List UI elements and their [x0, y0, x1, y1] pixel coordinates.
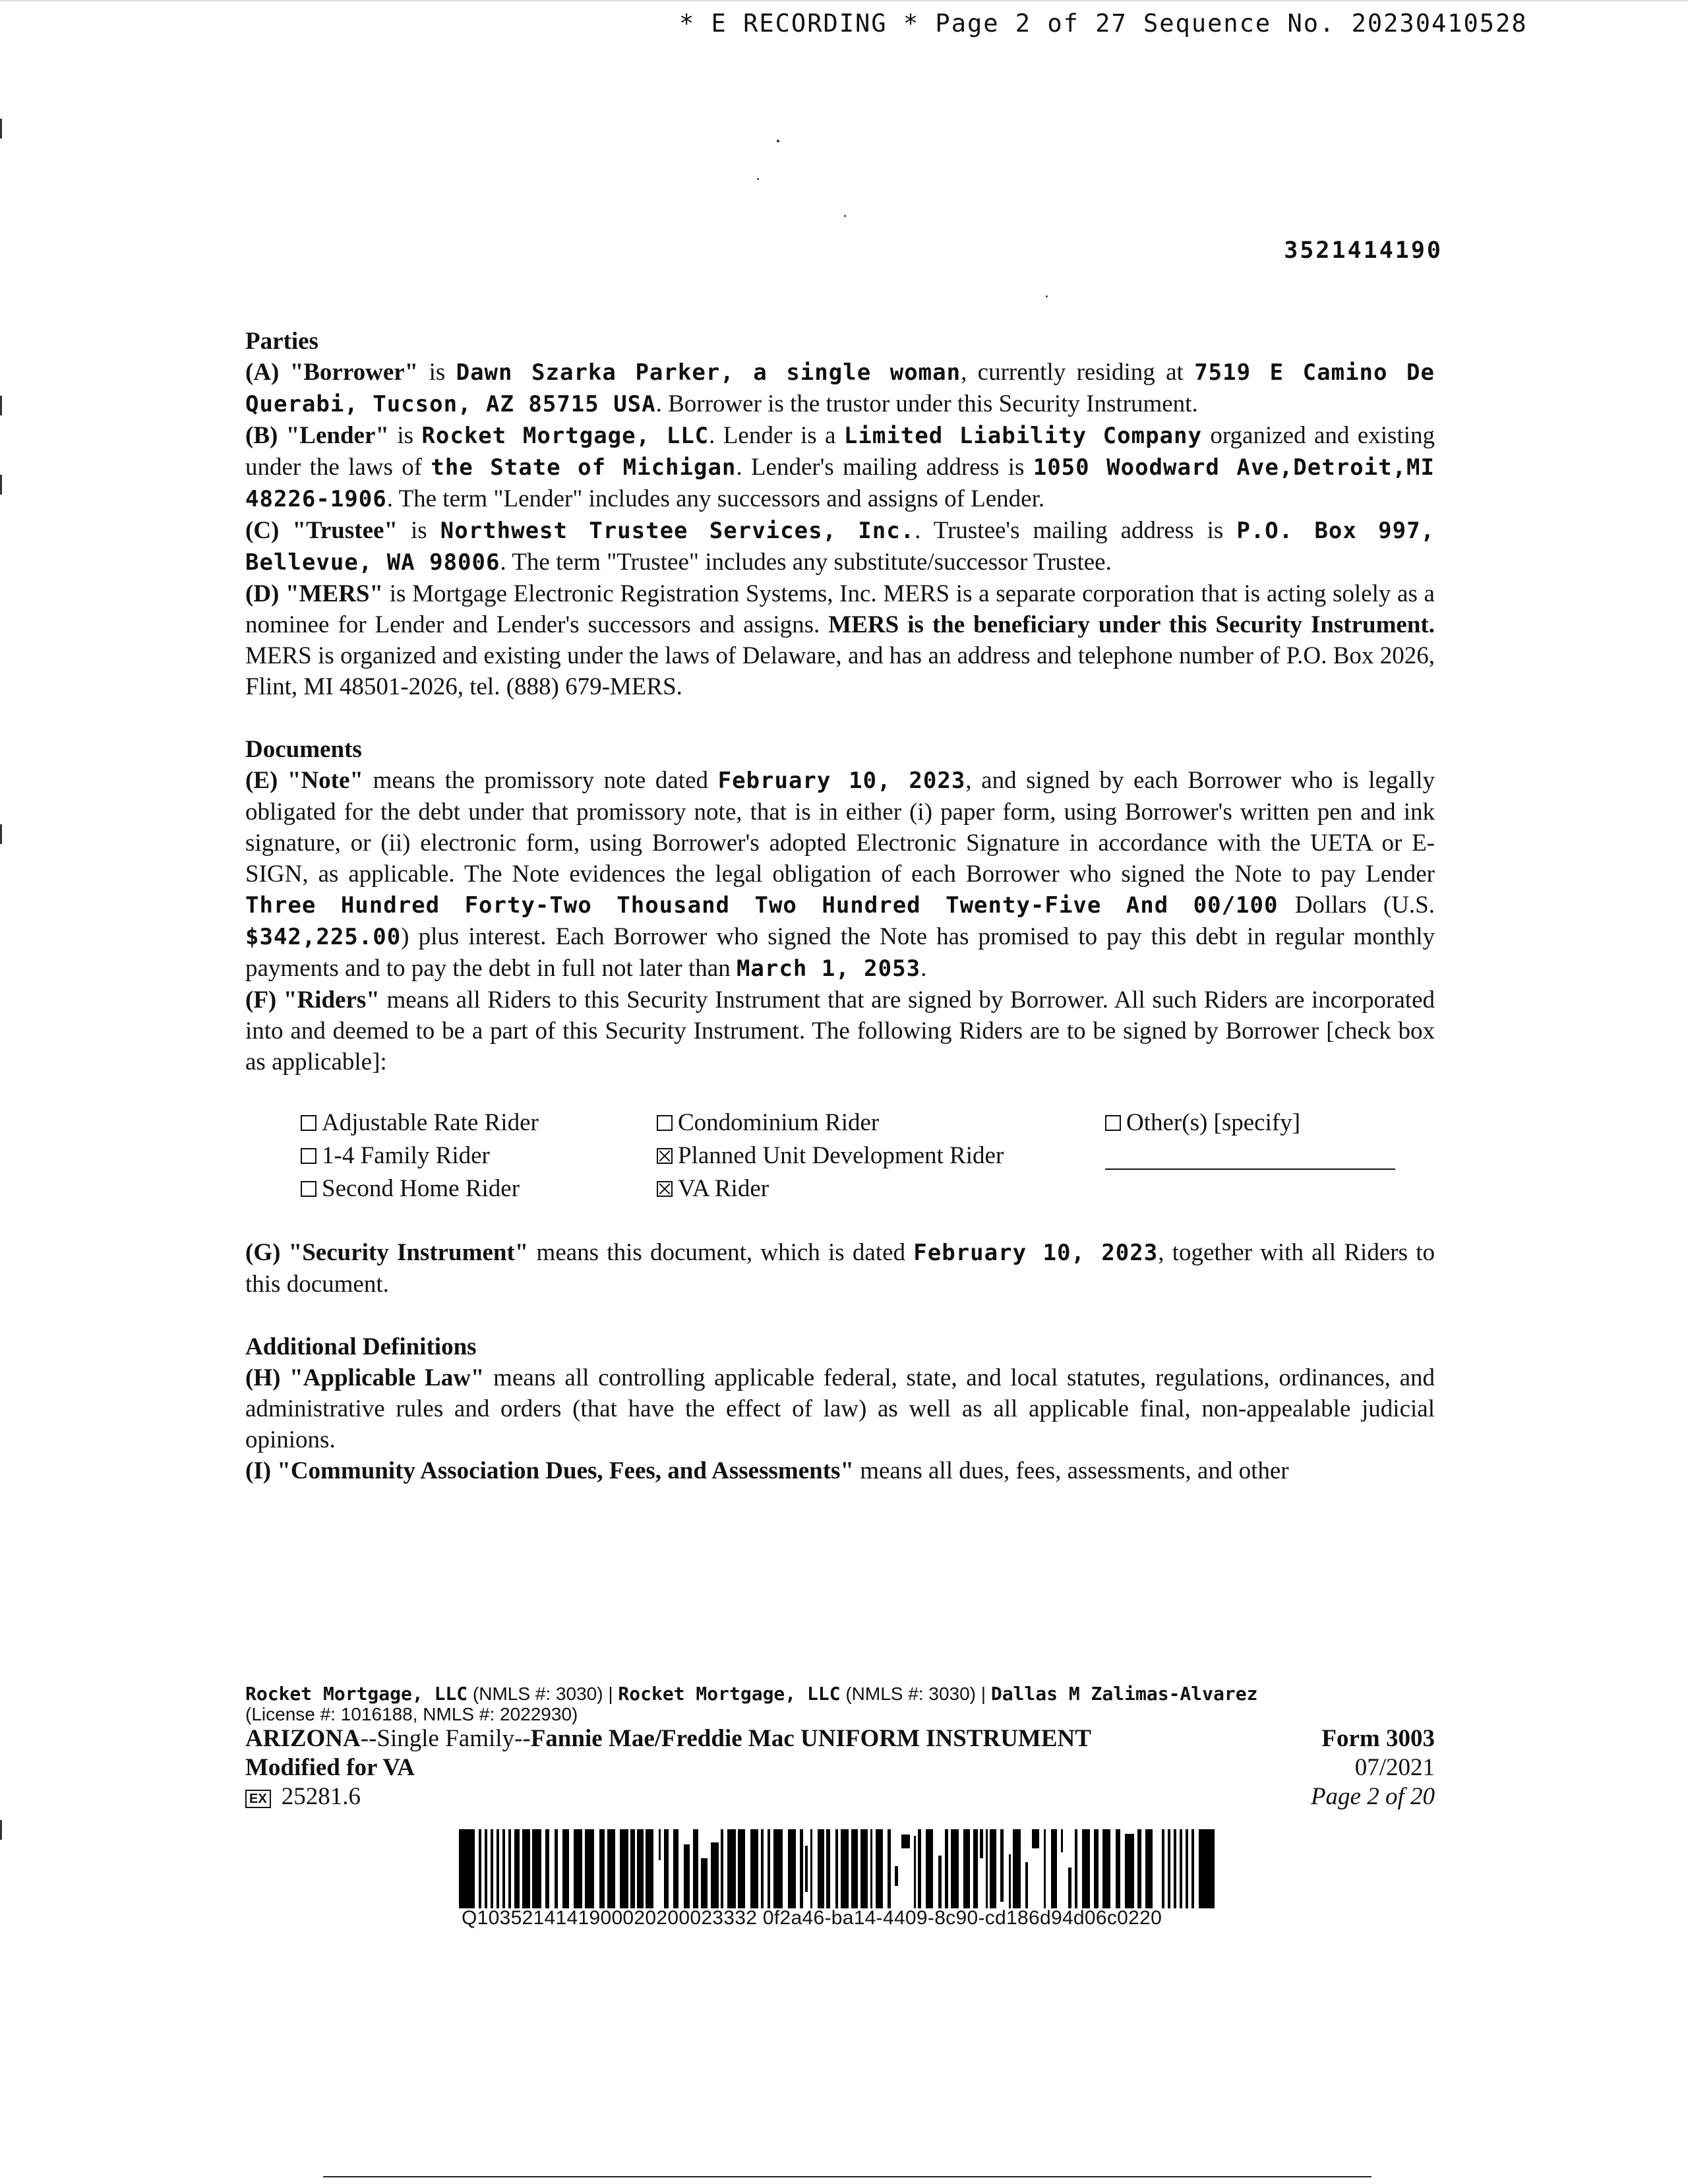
barcode-bar [738, 1854, 745, 1908]
rider-va[interactable] [657, 1172, 1105, 1205]
barcode-bar [646, 1829, 653, 1908]
barcode-bar [826, 1829, 830, 1908]
text-run: . Borrower is the trustor under this Security Instrument. [655, 390, 1198, 417]
scan-speck [1046, 295, 1048, 297]
document-body [245, 326, 1435, 1486]
footer-lender: Rocket Mortgage, LLC [245, 1683, 468, 1705]
rider-checklist [301, 1107, 1435, 1205]
barcode-bar [1145, 1829, 1153, 1908]
checked-checkbox-icon[interactable] [657, 1181, 673, 1197]
rider-label: Other(s) [specify] [1126, 1109, 1301, 1136]
text-run: . [920, 955, 927, 982]
bottom-rule [323, 2176, 1372, 2177]
rider-second-home[interactable] [301, 1172, 657, 1205]
lender-state: the State of Michigan [431, 454, 737, 481]
checkbox-icon[interactable] [301, 1181, 316, 1197]
term-label: (E) "Note" [245, 767, 363, 794]
barcode-bar [768, 1829, 770, 1908]
barcode-bar [693, 1829, 698, 1908]
footer-nmls: (NMLS #: 3030) | [467, 1684, 618, 1704]
barcode-bar [1025, 1862, 1028, 1908]
barcode-bar [835, 1829, 838, 1908]
section-title-parties: Parties [245, 328, 318, 355]
text-run: MERS is organized and existing under the laws of Delaware, and has an address and telephone number of P.O. Box 2026, Flint, MI 48501-2026, tel. (888) 679-MERS. [245, 642, 1435, 700]
text-run: is [418, 359, 456, 386]
term-label: (F) "Riders" [245, 986, 380, 1014]
margin-mark [0, 396, 2, 415]
rider-label: Condominium Rider [678, 1109, 880, 1136]
note-date: February 10, 2023 [717, 768, 966, 794]
barcode-bar [659, 1829, 661, 1860]
recording-header: * E RECORDING * Page 2 of 27 Sequence No. 20230410528 [679, 9, 1528, 38]
ellie-mae-ex-icon: EX [245, 1790, 271, 1808]
barcode-bar [860, 1829, 868, 1908]
originator-line [245, 1684, 1435, 1705]
barcode-bar [1009, 1854, 1011, 1908]
party-mers [245, 578, 1435, 702]
barcode-bar [914, 1836, 916, 1908]
text-run: is [397, 517, 440, 544]
barcode-bar [502, 1829, 505, 1908]
barcode-bar [980, 1829, 983, 1858]
text-run: means the promissory note dated [363, 767, 718, 794]
form-code-row [245, 1782, 1435, 1811]
term-label: (I) "Community Association Dues, Fees, and Assessments" [245, 1457, 854, 1484]
barcode-bar [1068, 1867, 1071, 1908]
barcode-bar [926, 1859, 933, 1893]
barcode-bar [788, 1829, 796, 1908]
margin-mark [0, 824, 2, 844]
text-run: . The term "Lender" includes any successors and assigns of Lender. [386, 485, 1045, 512]
text-run: is Mortgage Electronic Registration Systems, Inc. MERS is a separate corporation that is acting solely as a nominee for Lender and Lender's successors and assigns. [245, 580, 1435, 638]
text-run: Dollars (U.S. [1278, 892, 1435, 919]
barcode-bar [1013, 1829, 1021, 1908]
text-run: , and signed by each Borrower who is legally obligated for the debt under that promissory note, that is in either (i) paper form, using Borrower's written pen and ink signature, or (ii) electronic form, using Borrower's adopted Electronic Signature in accordance with the UETA or E-SIGN, as applicable. The Note evidences the legal obligation of each Borrower who signed the Note to pay Lender [245, 767, 1435, 888]
scan-speck [757, 178, 759, 180]
barcode-bar [895, 1866, 898, 1886]
term-label: (D) "MERS" [245, 580, 384, 607]
barcode-bar [545, 1829, 549, 1908]
lender-address: 1050 Woodward Ave,Detroit,MI 48226-1906 [245, 454, 1435, 512]
rider-label: Adjustable Rate Rider [322, 1109, 539, 1136]
loan-number: 3521414190 [1284, 237, 1443, 264]
footer-nmls: (NMLS #: 3030) | [840, 1684, 991, 1704]
section-title-additional-definitions: Additional Definitions [245, 1333, 477, 1360]
barcode-bar [773, 1829, 783, 1908]
barcode-bar [485, 1829, 487, 1908]
margin-mark [0, 475, 2, 495]
barcode-bar [761, 1829, 764, 1908]
barcode-bar [1168, 1829, 1170, 1908]
barcode-bar [711, 1842, 719, 1908]
section-title-documents: Documents [245, 736, 362, 763]
barcode-bar [599, 1857, 605, 1896]
checkbox-icon[interactable] [301, 1148, 316, 1164]
form-state: ARIZONA [245, 1725, 361, 1752]
checkbox-icon[interactable] [657, 1115, 673, 1131]
form-title-row [245, 1724, 1435, 1753]
barcode-bar [1137, 1829, 1141, 1908]
barcode-bar [555, 1829, 558, 1908]
barcode-bar [607, 1829, 615, 1908]
footer-originator: Dallas M Zalimas-Alvarez [990, 1683, 1258, 1705]
instrument-date: February 10, 2023 [913, 1240, 1159, 1266]
barcode-bar [673, 1829, 678, 1908]
barcode-bar [1174, 1829, 1176, 1908]
text-run: means all Riders to this Security Instrument that are signed by Borrower. All such Riders are incorporated into and deemed to be a part of this Security Instrument. The following Riders are to be signed by Borrower [check box as applicable]: [245, 986, 1435, 1076]
scan-speck [844, 215, 846, 217]
text-run: organized and existing under the laws of [245, 422, 1435, 481]
text-run: ) plus interest. Each Borrower who signed the Note has promised to pay this debt in regular monthly payments and to pay the debt in full not later than [245, 923, 1435, 982]
text-run: means all dues, fees, assessments, and other [853, 1457, 1289, 1484]
barcode-bar [459, 1829, 475, 1908]
party-lender [245, 420, 1435, 515]
barcode-bar [1102, 1829, 1110, 1863]
barcode-bar [973, 1829, 978, 1908]
text-run: , together with all Riders to this document. [245, 1239, 1435, 1298]
definition-riders [245, 985, 1435, 1077]
margin-mark [0, 1820, 2, 1840]
barcode-bar [800, 1829, 803, 1864]
rider-planned-unit-development[interactable] [657, 1139, 1105, 1172]
barcode-bar [841, 1829, 849, 1860]
barcode-bar [818, 1829, 824, 1908]
barcode-bar [620, 1829, 628, 1908]
loan-amount-words: Three Hundred Forty-Two Thousand Two Hundred Twenty-Five And 00/100 [245, 892, 1279, 919]
barcode-bar [963, 1829, 970, 1908]
margin-mark [0, 119, 2, 138]
barcode-bar [1191, 1829, 1194, 1908]
barcode-bar [945, 1829, 948, 1908]
barcode-bar [532, 1829, 541, 1908]
lender-entity-type: Limited Liability Company [843, 423, 1202, 449]
barcode-bar [1044, 1829, 1046, 1908]
barcode-bar [522, 1829, 530, 1908]
barcode-bar [574, 1837, 582, 1873]
barcode-bar [1116, 1866, 1120, 1908]
text-run: means this document, which is dated [528, 1239, 914, 1266]
text-run: means all controlling applicable federal, state, and local statutes, regulations, ordinances, and administrative rules and orders (that have the effect of law) as well as all applicable final, non-appealable judicial opinions. [245, 1364, 1435, 1453]
barcode-bar [990, 1829, 996, 1845]
form-title: Fannie Mae/Freddie Mac UNIFORM INSTRUMENT [530, 1725, 1091, 1752]
term-label: (H) "Applicable Law" [245, 1364, 485, 1391]
page-footer [245, 1684, 1435, 1811]
trustee-address: P.O. Box 997, Bellevue, WA 98006 [245, 518, 1435, 576]
scan-speck [777, 140, 779, 142]
form-date: 07/2021 [1354, 1754, 1435, 1781]
rider-label: Second Home Rider [322, 1175, 520, 1202]
barcode-bar [1000, 1844, 1004, 1902]
term-label: (C) "Trustee" [245, 517, 398, 544]
barcode-bar [986, 1829, 988, 1908]
barcode-bar [514, 1829, 520, 1908]
barcode-bar [727, 1829, 736, 1908]
barcode-bar [701, 1858, 708, 1908]
barcode-bar [491, 1829, 493, 1908]
barcode-bar [1051, 1829, 1057, 1908]
barcode-bar [721, 1830, 723, 1908]
text-run: , currently residing at [961, 359, 1195, 386]
barcode-bar [901, 1835, 910, 1848]
term-label: (A) "Borrower" [245, 359, 419, 386]
text-run: . The term "Trustee" includes any substitute/successor Trustee. [500, 549, 1112, 576]
barcode-bar [750, 1829, 758, 1908]
barcode-bar [1162, 1829, 1164, 1908]
barcode-bar [664, 1829, 669, 1863]
definition-applicable-law [245, 1362, 1435, 1455]
form-code: 25281.6 [281, 1783, 361, 1810]
barcode-bar [888, 1829, 891, 1853]
definition-community-association-dues [245, 1455, 1435, 1486]
checkbox-icon[interactable] [301, 1115, 316, 1131]
barcode-text: Q1035214141900020200023332 0f2a46-ba14-4409-8c90-cd186d94d06c0220 [462, 1907, 1162, 1929]
barcode-bar [805, 1846, 808, 1892]
barcode-bar [851, 1846, 858, 1869]
form-modified-row [245, 1753, 1435, 1782]
specify-blank-line[interactable] [1105, 1142, 1395, 1170]
rider-other[interactable] [1105, 1107, 1422, 1139]
top-edge-rule [0, 0, 1688, 1]
form-number: Form 3003 [1321, 1725, 1435, 1752]
barcode [459, 1829, 1215, 1908]
borrower-name: Dawn Szarka Parker, a single woman [456, 359, 961, 386]
checked-checkbox-icon[interactable] [657, 1148, 673, 1164]
page-number: Page 2 of 20 [1310, 1783, 1435, 1810]
barcode-bar [1032, 1829, 1039, 1848]
barcode-bar [630, 1829, 635, 1908]
barcode-bar [918, 1829, 921, 1908]
rider-1-4-family[interactable] [301, 1139, 657, 1172]
barcode-bar [876, 1829, 883, 1908]
borrower-address: 7519 E Camino De Querabi, Tucson, AZ 85715 USA [245, 359, 1435, 417]
party-borrower [245, 357, 1435, 420]
barcode-bar [1199, 1829, 1215, 1908]
form-modified: Modified for VA [245, 1754, 415, 1781]
barcode-bar [508, 1829, 511, 1908]
barcode-bar [938, 1856, 942, 1908]
trustee-name: Northwest Trustee Services, Inc. [440, 518, 915, 544]
rider-other-specify-field[interactable] [1105, 1139, 1422, 1172]
checkbox-icon[interactable] [1105, 1115, 1121, 1131]
barcode-bar [870, 1829, 872, 1869]
rider-label: VA Rider [678, 1175, 769, 1202]
barcode-bar [562, 1829, 569, 1908]
text-run: . Lender's mailing address is [736, 454, 1033, 481]
footer-lender: Rocket Mortgage, LLC [618, 1683, 841, 1705]
definition-note [245, 765, 1435, 985]
barcode-bar [585, 1829, 594, 1908]
rider-label: Planned Unit Development Rider [678, 1142, 1004, 1169]
barcode-bar [684, 1846, 690, 1908]
rider-adjustable-rate[interactable] [301, 1107, 657, 1139]
barcode-bar [479, 1829, 481, 1908]
license-line: (License #: 1016188, NMLS #: 2022930) [245, 1704, 578, 1724]
definition-security-instrument [245, 1237, 1435, 1300]
term-label: (G) "Security Instrument" [245, 1239, 529, 1266]
barcode-bar [810, 1829, 812, 1908]
barcode-bar [1061, 1829, 1063, 1852]
maturity-date: March 1, 2053 [736, 956, 921, 982]
barcode-bar [1094, 1829, 1099, 1867]
barcode-bar [1082, 1829, 1090, 1908]
rider-label: 1-4 Family Rider [322, 1142, 490, 1169]
form-type: --Single Family-- [360, 1725, 531, 1752]
rider-condominium[interactable] [657, 1107, 1105, 1139]
barcode-bar [951, 1861, 959, 1900]
text-run: is [388, 422, 422, 449]
barcode-bar [1125, 1834, 1134, 1908]
barcode-bar [1075, 1829, 1077, 1872]
term-label: (B) "Lender" [245, 422, 389, 449]
barcode-bar [637, 1829, 644, 1908]
barcode-bar [1180, 1829, 1182, 1908]
barcode-bar [1186, 1829, 1188, 1908]
text-run: . Lender is a [709, 422, 844, 449]
barcode-bar [497, 1829, 499, 1908]
mers-beneficiary-statement: MERS is the beneficiary under this Security Instrument. [828, 611, 1435, 638]
lender-name: Rocket Mortgage, LLC [421, 423, 709, 449]
loan-amount: $342,225.00 [245, 924, 402, 950]
party-trustee [245, 515, 1435, 578]
text-run: . Trustee's mailing address is [915, 517, 1237, 544]
